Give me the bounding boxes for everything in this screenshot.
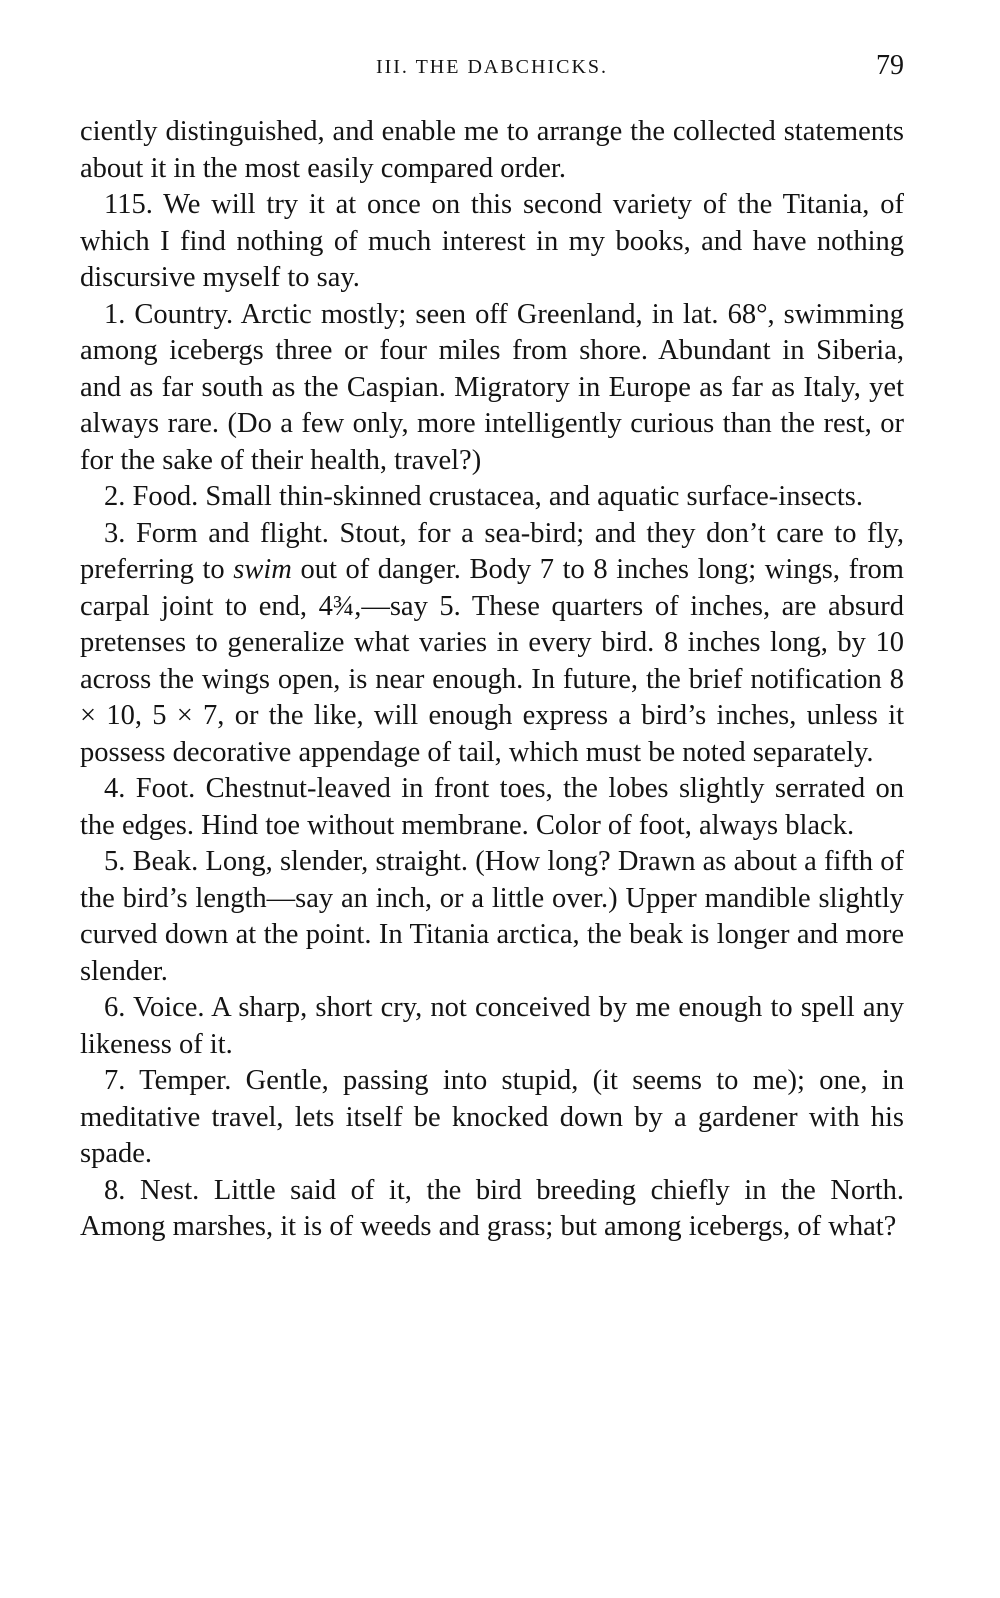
paragraph-form-and-flight — [80, 516, 904, 772]
paragraph-beak: 5. Beak. Long, slender, straight. (How long? Drawn as about a fifth of the bird’s length—say an inch, or a little over.) Upper mandible slightly curved down at the point. In Titania arctica, the beak is longer and more slender. — [80, 846, 904, 987]
paragraph-country: 1. Country. Arctic mostly; seen off Greenland, in lat. 68°, swimming among icebergs three or four miles from shore. Abundant in Siberia, and as far south as the Caspian. Migratory in Europe as far as Italy, yet always rare. (Do a few only, more intelligently curious than the rest, or for the sake of their health, travel?) — [80, 298, 904, 476]
paragraph-115: 115. We will try it at once on this second variety of the Titania, of which I find nothing of much interest in my books, and have nothing discursive myself to say. — [80, 189, 904, 293]
emphasis-swim: swim — [233, 554, 292, 585]
paragraph-food: 2. Food. Small thin-skinned crustacea, and aquatic surface-insects. — [104, 481, 863, 512]
paragraph-continuation: ciently distinguished, and enable me to arrange the collected statements about it in the most easily compared order. — [80, 116, 904, 184]
paragraph-voice: 6. Voice. A sharp, short cry, not conceived by me enough to spell any likeness of it. — [80, 992, 904, 1060]
paragraph-foot: 4. Foot. Chestnut-leaved in front toes, the lobes slightly serrated on the edges. Hind toe without membrane. Color of foot, always black. — [80, 773, 904, 841]
paragraph-nest: 8. Nest. Little said of it, the bird breeding chiefly in the North. Among marshes, it is of weeds and grass; but among icebergs, of what? — [80, 1174, 904, 1242]
form-text-part1: 3. Form and flight. Stout, for a sea-bird; and they don’t care to fly, preferring to — [80, 517, 904, 585]
running-title: III. THE DABCHICKS. — [375, 56, 609, 78]
page-number: 79 — [876, 50, 904, 81]
running-head — [80, 50, 904, 86]
body-text — [80, 114, 904, 1246]
paragraph-temper: 7. Temper. Gentle, passing into stupid, (it seems to me); one, in meditative travel, lets itself be knocked down by a gardener with his spade. — [80, 1065, 904, 1169]
form-text-part2: out of danger. Body 7 to 8 inches long; wings, from carpal joint to end, 4¾,—say 5. These quarters of inches, are absurd pretenses to generalize what varies in every bird. 8 inches long, by 10 across the wings open, is near enough. In future, the brief notification 8 × 10, 5 × 7, or the like, will enough express a bird’s inches, unless it possess decorative appendage of tail, which must be noted separately. — [80, 554, 904, 768]
